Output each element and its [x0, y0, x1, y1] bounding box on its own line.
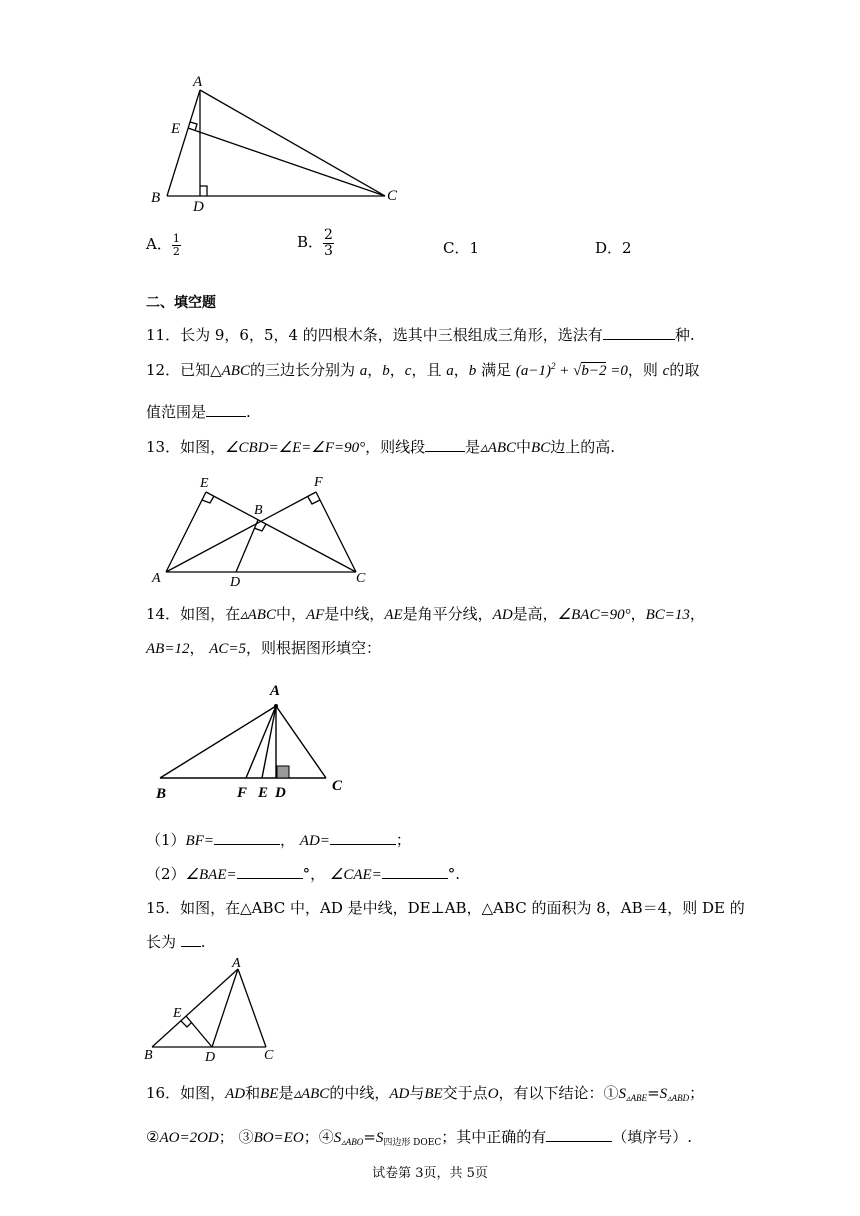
label-E: E [171, 121, 181, 137]
answer-blank[interactable] [546, 1127, 612, 1142]
answer-blank[interactable] [214, 830, 280, 845]
label-C: C [332, 778, 343, 794]
answer-blank[interactable] [425, 437, 465, 452]
label-C: C [387, 188, 398, 204]
label-A: A [232, 956, 241, 971]
label-E: E [200, 476, 209, 491]
figure-q10-triangle [145, 70, 410, 215]
label-D: D [230, 575, 241, 590]
figure-q15 [142, 955, 292, 1065]
answer-blank[interactable] [603, 325, 675, 340]
label-A: A [152, 571, 161, 586]
q10-option-b: B． $\frac{2}{3}$ [297, 227, 333, 259]
answer-blank[interactable] [382, 864, 448, 879]
label-B: B [254, 503, 263, 518]
q10-option-c: C．1 [443, 239, 480, 257]
label-E: E [258, 785, 269, 801]
answer-blank[interactable] [181, 932, 201, 947]
answer-blank[interactable] [330, 830, 396, 845]
question-12-line1: 12．已知△ABC的三边长分别为 a，b，c，且 a，b 满足 $(a-1)^2 + √b-2 =0$，则 c的取 [146, 361, 700, 379]
label-B: B [156, 786, 167, 802]
section-title: 二、填空题 [146, 295, 216, 311]
label-D: D [275, 785, 286, 801]
question-15-line2: 长为 . [146, 933, 206, 951]
label-C: C [264, 1048, 274, 1063]
question-14-line1: 14．如图，在▵ABC中，AF是中线，AE是角平分线，AD是高，∠BAC=90°，BC=13， [146, 605, 705, 623]
q12-expression: $(a-1)^2 + √b-2 =0$ [515, 361, 628, 379]
label-A: A [270, 683, 281, 699]
label-E: E [173, 1006, 182, 1021]
question-14-line2: AB=12， AC=5，则根据图形填空： [146, 639, 382, 657]
label-D: D [193, 199, 204, 215]
question-13: 13．如图，∠CBD=∠E=∠F=90°，则线段 是▵ABC中BC边上的高. [146, 438, 615, 456]
q10-option-d: D．2 [595, 239, 632, 257]
question-16-line2: ②AO=2OD； ③BO=EO；$④S_{▵ABO}=S_{四边形 DOEC}$；其中正确的有 （填序号）. [146, 1128, 693, 1148]
question-16-line1: 16．如图，AD和BE是▵ABC的中线，AD与BE交于点O，有以下结论：$①S_{▵ABE}=S_{▵ABD}$； [146, 1084, 705, 1103]
question-12-line2: 值范围是 . [146, 403, 251, 421]
label-B: B [151, 190, 161, 206]
figure-q14 [148, 678, 358, 803]
label-F: F [314, 475, 323, 490]
question-11: 11．长为 9，6，5，4 的四根木条，选其中三根组成三角形，选法有 种. [146, 326, 695, 344]
label-B: B [144, 1048, 153, 1063]
question-14-sub1: （1）BF= ， AD= ； [146, 831, 411, 849]
figure-q13 [148, 470, 378, 590]
question-15-line1: 15．如图，在△ABC 中，AD 是中线，DE⊥AB，△ABC 的面积为 8，AB＝4，则 DE 的 [146, 899, 745, 917]
page-footer: 试卷第 3页，共 5页 [372, 1166, 488, 1181]
answer-blank[interactable] [237, 864, 303, 879]
label-A: A [193, 74, 203, 90]
answer-blank[interactable] [206, 402, 246, 417]
label-C: C [356, 571, 366, 586]
label-D: D [205, 1050, 216, 1065]
question-14-sub2: （2）∠BAE= °， ∠CAE= °. [146, 865, 461, 883]
q10-option-a: A． $\frac{1}{2}$ [146, 232, 180, 258]
label-F: F [237, 785, 248, 801]
